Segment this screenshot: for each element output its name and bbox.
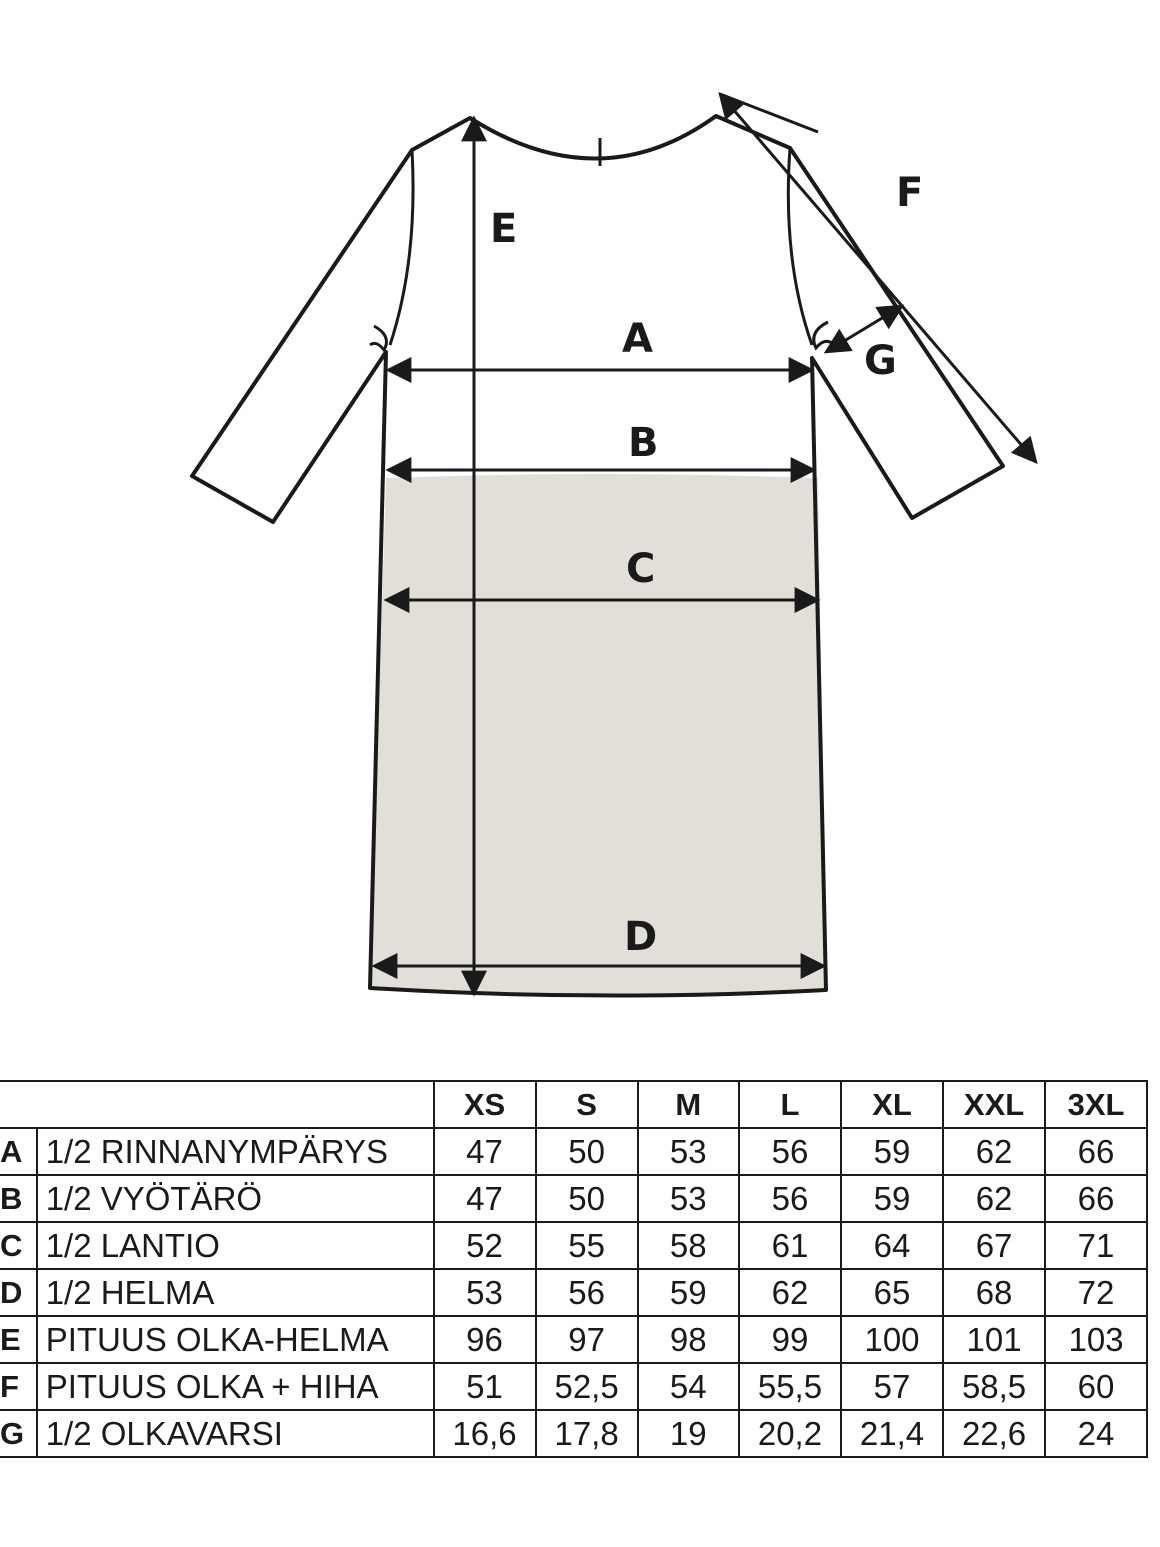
measurement-cell: 71 [1045, 1222, 1147, 1269]
measurement-cell: 53 [638, 1175, 739, 1222]
measurement-cell: 59 [638, 1269, 739, 1316]
table-row [0, 1316, 1147, 1363]
size-header-row [0, 1081, 1147, 1128]
size-table [0, 1080, 1148, 1458]
measurement-cell: 20,2 [739, 1410, 841, 1457]
row-letter: C [0, 1222, 37, 1269]
size-header: M [638, 1081, 739, 1128]
row-measurement-name: 1/2 VYÖTÄRÖ [37, 1175, 434, 1222]
measurement-cell: 50 [536, 1175, 638, 1222]
row-letter: A [0, 1128, 37, 1175]
label-g: G [864, 338, 897, 384]
right-underarm-fold [814, 322, 832, 348]
measurement-cell: 19 [638, 1410, 739, 1457]
measurement-cell: 97 [536, 1316, 638, 1363]
size-header: XXL [943, 1081, 1045, 1128]
measurement-cell: 55,5 [739, 1363, 841, 1410]
row-letter: F [0, 1363, 37, 1410]
size-header: S [536, 1081, 638, 1128]
measurement-cell: 62 [943, 1128, 1045, 1175]
table-row [0, 1175, 1147, 1222]
header-blank-cell [0, 1081, 434, 1128]
size-header: 3XL [1045, 1081, 1147, 1128]
row-measurement-name: 1/2 LANTIO [37, 1222, 434, 1269]
label-b: B [628, 420, 659, 466]
measurement-cell: 98 [638, 1316, 739, 1363]
left-underarm-fold [370, 326, 386, 350]
measurement-cell: 22,6 [943, 1410, 1045, 1457]
skirt-panel [370, 474, 826, 996]
measurement-cell: 59 [841, 1175, 943, 1222]
measurement-cell: 24 [1045, 1410, 1147, 1457]
table-row [0, 1363, 1147, 1410]
measurement-cell: 72 [1045, 1269, 1147, 1316]
measurement-cell: 52,5 [536, 1363, 638, 1410]
measurement-cell: 53 [638, 1128, 739, 1175]
label-a: A [622, 316, 653, 362]
measurement-cell: 52 [434, 1222, 536, 1269]
measurement-cell: 58,5 [943, 1363, 1045, 1410]
measurement-cell: 64 [841, 1222, 943, 1269]
size-header: XL [841, 1081, 943, 1128]
measurement-cell: 55 [536, 1222, 638, 1269]
measurement-cell: 96 [434, 1316, 536, 1363]
measurement-cell: 50 [536, 1128, 638, 1175]
measure-line-f [720, 94, 1036, 462]
measurement-cell: 56 [739, 1128, 841, 1175]
row-measurement-name: 1/2 OLKAVARSI [37, 1410, 434, 1457]
measurement-cell: 53 [434, 1269, 536, 1316]
label-c: C [626, 546, 656, 592]
measurement-cell: 61 [739, 1222, 841, 1269]
measurement-cell: 65 [841, 1269, 943, 1316]
measurement-cell: 51 [434, 1363, 536, 1410]
label-d: D [624, 914, 658, 960]
measurement-cell: 58 [638, 1222, 739, 1269]
measurement-cell: 62 [739, 1269, 841, 1316]
measurement-cell: 56 [536, 1269, 638, 1316]
measurement-cell: 66 [1045, 1175, 1147, 1222]
measurement-cell: 54 [638, 1363, 739, 1410]
row-measurement-name: PITUUS OLKA-HELMA [37, 1316, 434, 1363]
row-letter: G [0, 1410, 37, 1457]
size-header: L [739, 1081, 841, 1128]
measurement-cell: 47 [434, 1175, 536, 1222]
measurement-cell: 68 [943, 1269, 1045, 1316]
measurement-cell: 59 [841, 1128, 943, 1175]
table-row [0, 1128, 1147, 1175]
size-header: XS [434, 1081, 536, 1128]
table-row [0, 1222, 1147, 1269]
table-row [0, 1269, 1147, 1316]
row-measurement-name: 1/2 RINNANYMPÄRYS [37, 1128, 434, 1175]
measurement-cell: 99 [739, 1316, 841, 1363]
measurement-cell: 17,8 [536, 1410, 638, 1457]
measurement-cell: 16,6 [434, 1410, 536, 1457]
measurement-cell: 56 [739, 1175, 841, 1222]
measurement-cell: 62 [943, 1175, 1045, 1222]
measurement-cell: 67 [943, 1222, 1045, 1269]
measurement-cell: 60 [1045, 1363, 1147, 1410]
measurement-cell: 47 [434, 1128, 536, 1175]
measurement-cell: 101 [943, 1316, 1045, 1363]
measurement-cell: 57 [841, 1363, 943, 1410]
table-row [0, 1410, 1147, 1457]
row-measurement-name: 1/2 HELMA [37, 1269, 434, 1316]
row-letter: B [0, 1175, 37, 1222]
label-e: E [490, 206, 518, 252]
row-letter: D [0, 1269, 37, 1316]
row-letter: E [0, 1316, 37, 1363]
measurement-cell: 66 [1045, 1128, 1147, 1175]
measurement-cell: 21,4 [841, 1410, 943, 1457]
measurement-cell: 100 [841, 1316, 943, 1363]
label-f: F [896, 170, 924, 216]
row-measurement-name: PITUUS OLKA + HIHA [37, 1363, 434, 1410]
measurement-cell: 103 [1045, 1316, 1147, 1363]
